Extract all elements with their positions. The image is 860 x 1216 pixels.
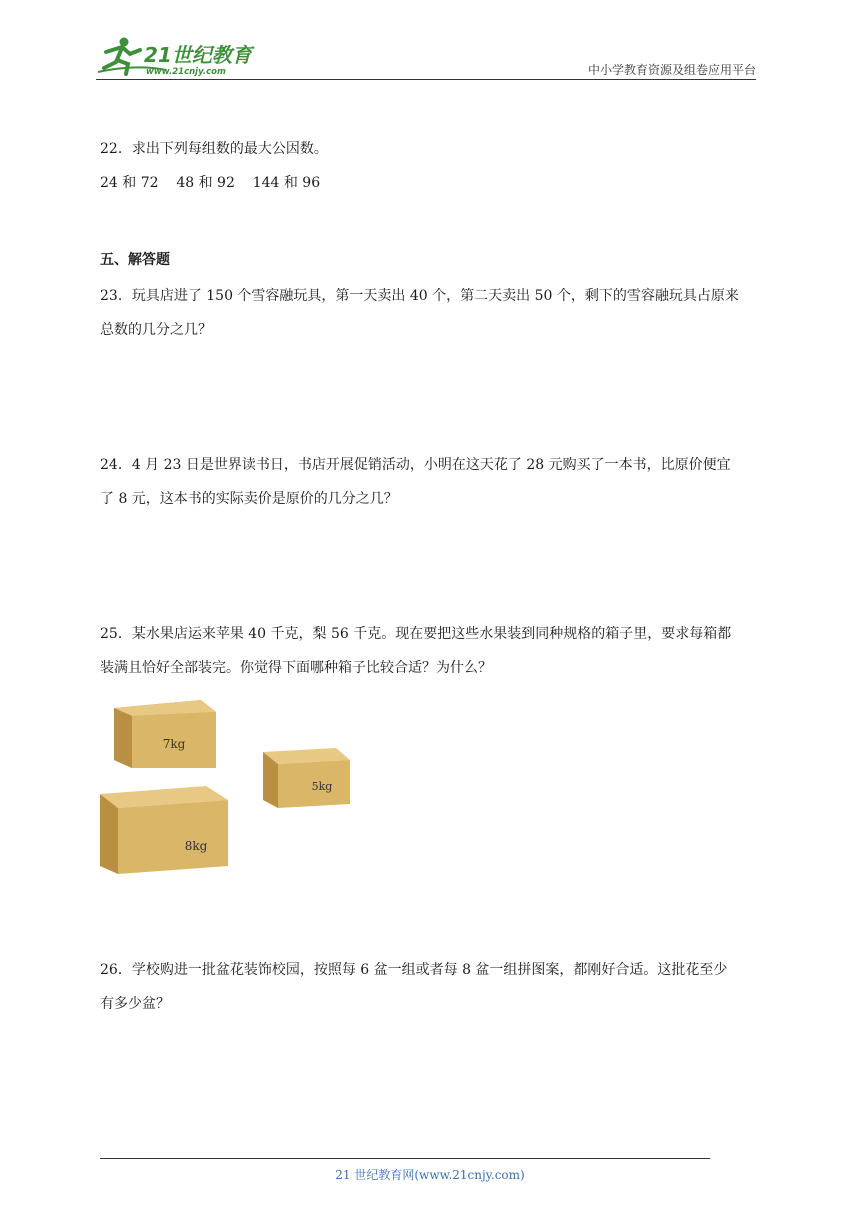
question-24-line-2: 了 8 元，这本书的实际卖价是原价的几分之几？ xyxy=(100,491,398,507)
question-24-line-1: 24．4 月 23 日是世界读书日，书店开展促销活动，小明在这天花了 28 元购买了一本书，比原价便宜 xyxy=(100,457,731,473)
box-5kg-label: 5kg xyxy=(311,780,333,793)
box-7kg xyxy=(114,700,216,768)
section-title: 五、解答题 xyxy=(100,252,170,268)
question-23-line-2: 总数的几分之几？ xyxy=(100,322,212,338)
footer-divider xyxy=(100,1158,710,1159)
logo-url-text: www.21cnjy.com xyxy=(146,67,226,77)
question-26 xyxy=(100,953,768,1021)
question-22-title: 22．求出下列每组数的最大公因数。 xyxy=(100,141,328,157)
logo-brand-text: 21世纪教育 xyxy=(144,43,252,67)
footer-link[interactable]: 21 世纪教育网(www.21cnjy.com) xyxy=(335,1168,525,1182)
question-26-line-1: 26．学校购进一批盆花装饰校园，按照每 6 盆一组或者每 8 盆一组拼图案，都刚好合适。这批花至少 xyxy=(100,962,728,978)
logo-graphic xyxy=(96,34,266,78)
question-25-line-2: 装满且恰好全部装完。你觉得下面哪种箱子比较合适？为什么？ xyxy=(100,660,492,676)
question-23-line-1: 23．玩具店进了 150 个雪容融玩具，第一天卖出 40 个，第二天卖出 50 个，剩下的雪容融玩具占原来 xyxy=(100,288,739,304)
box-8kg xyxy=(100,786,228,874)
question-25-line-1: 25．某水果店运来苹果 40 千克，梨 56 千克。现在要把这些水果装到同种规格的箱子里，要求每箱都 xyxy=(100,626,732,642)
header-divider xyxy=(96,79,756,80)
question-22-pairs: 24 和 72 48 和 92 144 和 96 xyxy=(100,175,321,191)
question-22 xyxy=(100,132,768,200)
site-logo xyxy=(96,34,266,78)
box-7kg-label: 7kg xyxy=(162,737,186,751)
boxes-illustration xyxy=(96,690,366,880)
question-26-line-2: 有多少盆？ xyxy=(100,996,170,1012)
question-23 xyxy=(100,279,768,347)
question-25 xyxy=(100,617,768,685)
header-platform-text: 中小学教育资源及组卷应用平台 xyxy=(587,63,756,77)
question-24 xyxy=(100,448,768,516)
box-5kg xyxy=(263,748,350,808)
box-8kg-label: 8kg xyxy=(184,839,208,853)
